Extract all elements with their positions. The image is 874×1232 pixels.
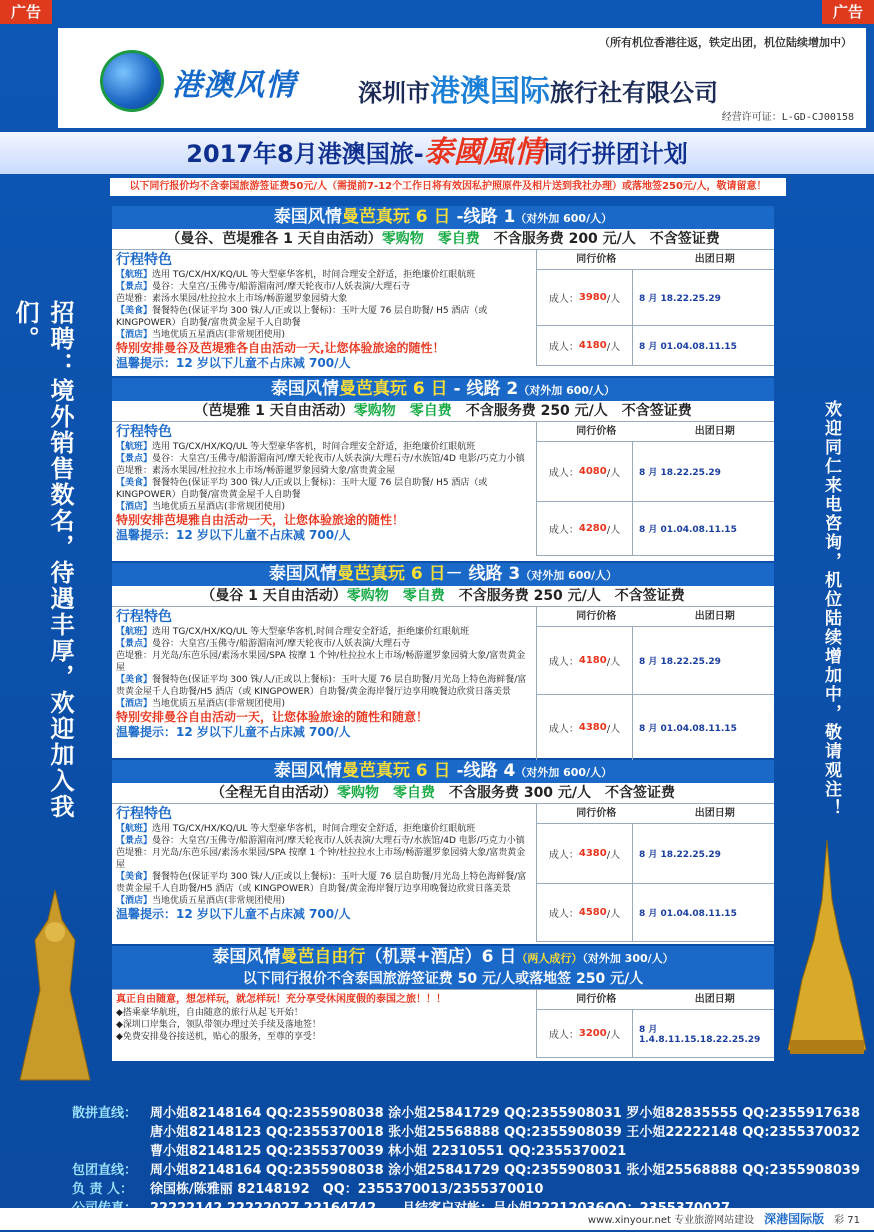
price-label: 成人： bbox=[548, 1030, 579, 1041]
price-unit: /人 bbox=[606, 1030, 621, 1041]
special-note: 特别安排芭堤雅自由活动一天，让您体验旅途的随性！ bbox=[116, 513, 405, 527]
route-h1y: 曼芭真玩 6 日 bbox=[336, 564, 446, 584]
itinerary-label: 【航班】 bbox=[116, 627, 153, 637]
itinerary-label: 【景点】 bbox=[116, 282, 153, 292]
itinerary-line bbox=[116, 674, 532, 698]
price-unit: /人 bbox=[606, 657, 621, 668]
top-notice: （所有机位香港往返，铁定出团，机位陆续增加中） bbox=[599, 36, 852, 49]
ad-label-right: 广告 bbox=[822, 0, 874, 24]
route-no-shopping: 零购物 零自费 bbox=[336, 785, 435, 801]
route-free-days: （曼谷、芭堤雅各 1 天自由活动） bbox=[166, 231, 382, 247]
free-intro: 真正自由随意，想怎样玩，就怎样玩！充分享受休闲度假的泰国之旅！！！ bbox=[116, 994, 446, 1005]
route-number: － 线路 3 bbox=[445, 564, 521, 584]
price-row bbox=[537, 824, 774, 884]
itinerary-label: 【景点】 bbox=[116, 639, 153, 649]
itinerary-line bbox=[116, 329, 532, 341]
route-h1y: 曼芭真玩 6 日 bbox=[338, 379, 448, 399]
departure-dates: 8 月 01.04.08.11.15 bbox=[639, 525, 737, 535]
itinerary-line bbox=[116, 626, 532, 638]
route-subheading bbox=[112, 783, 774, 804]
route-fees: 不含服务费 200 元/人 不含签证费 bbox=[479, 231, 720, 247]
itinerary-line bbox=[116, 698, 532, 710]
price-unit: /人 bbox=[606, 850, 621, 861]
itinerary-text: 芭堤雅：月光岛/东芭乐园/素汤水果园/SPA 按摩 1 个钟/杜拉拉水上市场/畅游暹罗象园骑大象/富贵黄金屋 bbox=[116, 651, 526, 673]
contact-value: 曹小姐82148125 QQ:2355370039 林小姐 22310551 QQ:2355370021 bbox=[150, 1144, 627, 1159]
free-h1: 泰国风情 bbox=[212, 947, 281, 967]
logo-text: 港澳风情 bbox=[172, 68, 296, 103]
price-col-label: 同行价格 bbox=[576, 254, 617, 265]
company-post: 旅行社有限公司 bbox=[550, 79, 718, 107]
price-value: 4180 bbox=[578, 340, 607, 351]
price-table bbox=[536, 250, 774, 366]
price-value: 4180 bbox=[578, 655, 607, 666]
price-cell bbox=[537, 884, 633, 941]
itinerary-line bbox=[116, 477, 532, 501]
route-number: -线路 4 bbox=[450, 761, 516, 781]
departure-dates: 8 月 01.04.08.11.15 bbox=[639, 724, 737, 734]
departure-dates: 8 月 18.22.25.29 bbox=[639, 657, 721, 667]
price-label: 成人： bbox=[548, 294, 579, 305]
itinerary-title: 行程特色 bbox=[116, 252, 172, 268]
price-row bbox=[537, 695, 774, 761]
route-no-shopping: 零购物 零自费 bbox=[353, 403, 452, 419]
contact-value: 周小姐82148164 QQ:2355908038 涂小姐25841729 QQ:2355908031 罗小姐82835555 QQ:2355917638 bbox=[150, 1106, 860, 1121]
itinerary-line bbox=[116, 823, 532, 835]
free-point: ◆免费安排曼谷接送机，贴心的服务，至尊的享受！ bbox=[116, 1032, 321, 1042]
departure-dates: 8 月 1.4.8.11.15.18.22.25.29 bbox=[639, 1025, 761, 1045]
itinerary-text: 选用 TG/CX/HX/KQ/UL 等大型豪华客机,时间合理安全舒适，拒绝廉价红眼航班 bbox=[152, 627, 470, 637]
price-unit: /人 bbox=[606, 909, 621, 920]
price-label: 成人： bbox=[548, 724, 579, 735]
statue-decoration bbox=[0, 880, 110, 1090]
price-value: 4380 bbox=[578, 848, 607, 859]
visa-notice: 以下同行报价均不含泰国旅游签证费50元/人（需提前7-12个工作日将有效因私护照原件及相片送到我社办理）或落地签250元/人，敬请留意！ bbox=[110, 178, 786, 196]
price-value: 4380 bbox=[578, 722, 607, 733]
price-row bbox=[537, 502, 774, 556]
contact-row bbox=[72, 1161, 862, 1180]
itinerary-label: 【景点】 bbox=[116, 836, 153, 846]
route-heading bbox=[112, 563, 774, 586]
footer-site: www.xinyour.net 专业旅游网站建设 bbox=[587, 1215, 755, 1226]
contact-row bbox=[72, 1142, 862, 1161]
child-tip: 温馨提示：12 岁以下儿童不占床减 700/人 bbox=[116, 907, 351, 921]
itinerary-line bbox=[116, 871, 532, 895]
itinerary-text: 餐餐特色(保证平均 300 铢/人/正或以上餐标)：玉叶大厦 76 层自助餐/ H5 酒店（或KINGPOWER）自助餐/富贵黄金屋千人自助餐 bbox=[116, 306, 488, 328]
itinerary-title: 行程特色 bbox=[116, 806, 172, 822]
route-subheading bbox=[112, 229, 774, 250]
route-number: -线路 1 bbox=[450, 207, 516, 227]
free-route-heading bbox=[112, 946, 774, 969]
price-cell bbox=[537, 502, 633, 555]
itinerary-line bbox=[116, 847, 532, 871]
itinerary-line bbox=[116, 269, 532, 281]
itinerary-line bbox=[116, 465, 532, 477]
free-price-table bbox=[536, 990, 774, 1058]
page-number: 彩 71 bbox=[834, 1215, 860, 1226]
price-label: 成人： bbox=[548, 342, 579, 353]
price-value: 3980 bbox=[578, 292, 607, 303]
contact-row bbox=[72, 1123, 862, 1142]
route-heading bbox=[112, 760, 774, 783]
contact-key: 散拼直线： bbox=[72, 1106, 138, 1121]
route-h1y: 曼芭真玩 6 日 bbox=[341, 761, 451, 781]
price-row bbox=[537, 270, 774, 326]
free-point: ◆搭乘豪华航班，自由随意的旅行从起飞开始！ bbox=[116, 1008, 303, 1018]
departure-dates: 8 月 18.22.25.29 bbox=[639, 294, 721, 304]
itinerary-label: 【酒店】 bbox=[116, 330, 153, 340]
price-cell bbox=[537, 824, 633, 883]
route-no-shopping: 零购物 零自费 bbox=[381, 231, 480, 247]
license-number: 经营许可证：L-GD-CJ00158 bbox=[721, 112, 854, 123]
price-unit: /人 bbox=[606, 468, 621, 479]
contact-row bbox=[72, 1180, 862, 1199]
itinerary-label: 【酒店】 bbox=[116, 699, 153, 709]
price-header bbox=[537, 990, 774, 1010]
logo bbox=[100, 50, 350, 110]
price-cell bbox=[537, 695, 633, 760]
contact-value: 周小姐82148164 QQ:2355908038 涂小姐25841729 QQ:2355908031 张小姐25568888 QQ:2355908039 bbox=[150, 1163, 860, 1178]
price-cell bbox=[537, 1010, 633, 1057]
price-cell bbox=[537, 627, 633, 694]
date-col-label: 出团日期 bbox=[694, 994, 735, 1005]
itinerary-line bbox=[116, 453, 532, 465]
itinerary-line bbox=[116, 835, 532, 847]
itinerary-text: 选用 TG/CX/HX/KQ/UL 等大型豪华客机，时间合理安全舒适，拒绝廉价红眼航班 bbox=[152, 270, 476, 280]
route-fees: 不含服务费 250 元/人 不含签证费 bbox=[444, 588, 685, 604]
route-markup: （对外加 600/人） bbox=[515, 766, 613, 779]
itinerary-text: 芭堤雅：素汤水果园/杜拉拉水上市场/畅游暹罗象园骑大象 bbox=[116, 294, 348, 304]
price-cell bbox=[537, 270, 633, 325]
child-tip: 温馨提示：12 岁以下儿童不占床减 700/人 bbox=[116, 725, 351, 739]
price-row bbox=[537, 884, 774, 942]
route-card-2 bbox=[112, 378, 774, 561]
route-heading bbox=[112, 378, 774, 401]
route-h1: 泰国风情 bbox=[270, 379, 339, 399]
date-col-label: 出团日期 bbox=[694, 611, 735, 622]
itinerary-text: 选用 TG/CX/HX/KQ/UL 等大型豪华客机，时间合理安全舒适，拒绝廉价红眼航班 bbox=[152, 442, 476, 452]
route-free-days: （芭堤雅 1 天自由活动） bbox=[194, 403, 354, 419]
itinerary-text: 曼谷：大皇宫/玉佛寺/船游湄南河/摩天轮夜市/人妖表演/大理石寺 bbox=[152, 639, 411, 649]
route-h1: 泰国风情 bbox=[268, 564, 337, 584]
itinerary-line bbox=[116, 281, 532, 293]
free-h1y: 曼芭自由行 bbox=[280, 947, 366, 967]
recruit-text: 招聘：境外销售数名，待遇丰厚，欢迎加入我们。 bbox=[11, 300, 74, 820]
price-col-label: 同行价格 bbox=[576, 808, 617, 819]
free-point: ◆深圳口岸集合，领队带领办理过关手续及落地签！ bbox=[116, 1020, 321, 1030]
itinerary bbox=[116, 609, 532, 739]
itinerary bbox=[116, 252, 532, 370]
price-table bbox=[536, 607, 774, 761]
price-unit: /人 bbox=[606, 724, 621, 735]
globe-icon bbox=[100, 50, 164, 112]
itinerary-text: 餐餐特色(保证平均 300 铢/人/正或以上餐标)：玉叶大厦 76 层自助餐/ H5 酒店（或KINGPOWER）自助餐/富贵黄金屋千人自助餐 bbox=[116, 478, 488, 500]
itinerary-line bbox=[116, 650, 532, 674]
itinerary-label: 【航班】 bbox=[116, 824, 153, 834]
pagoda-decoration bbox=[780, 840, 874, 1060]
route-free-days: （全程无自由活动） bbox=[210, 785, 337, 801]
itinerary-text: 当地优质五星酒店(非常规团使用) bbox=[152, 699, 286, 709]
price-header bbox=[537, 607, 774, 627]
contact-key: 包团直线： bbox=[72, 1163, 138, 1178]
itinerary-title: 行程特色 bbox=[116, 424, 172, 440]
price-label: 成人： bbox=[548, 525, 579, 536]
company-pre: 深圳市 bbox=[358, 79, 430, 107]
free-h1s: （对外加 300/人） bbox=[582, 952, 674, 965]
route-card-1 bbox=[112, 206, 774, 376]
free-h1b: （机票+酒店）6 日 bbox=[365, 947, 517, 967]
route-h1y: 曼芭真玩 6 日 bbox=[341, 207, 451, 227]
route-number: - 线路 2 bbox=[447, 379, 519, 399]
itinerary-text: 芭堤雅：素汤水果园/杜拉拉水上市场/畅游暹罗象园骑大象/富贵黄金屋 bbox=[116, 466, 396, 476]
route-markup: （对外加 600/人） bbox=[515, 212, 613, 225]
ad-label-left: 广告 bbox=[0, 0, 52, 24]
itinerary-label: 【美食】 bbox=[116, 675, 153, 685]
route-card-3 bbox=[112, 563, 774, 758]
route-markup: （对外加 600/人） bbox=[520, 569, 618, 582]
departure-dates: 8 月 01.04.08.11.15 bbox=[639, 342, 737, 352]
price-unit: /人 bbox=[606, 294, 621, 305]
free-h1g: （两人成行） bbox=[516, 952, 583, 965]
price-label: 成人： bbox=[548, 850, 579, 861]
route-subheading bbox=[112, 586, 774, 607]
price-col-label: 同行价格 bbox=[576, 611, 617, 622]
itinerary-text: 选用 TG/CX/HX/KQ/UL 等大型豪华客机，时间合理安全舒适，拒绝廉价红眼航班 bbox=[152, 824, 476, 834]
route-h1: 泰国风情 bbox=[273, 207, 342, 227]
itinerary bbox=[116, 806, 532, 921]
footer-brand: 深港国际版 bbox=[764, 1212, 825, 1226]
date-col-label: 出团日期 bbox=[694, 808, 735, 819]
price-header bbox=[537, 250, 774, 270]
itinerary-label: 【酒店】 bbox=[116, 502, 153, 512]
itinerary-line bbox=[116, 501, 532, 513]
itinerary-line bbox=[116, 293, 532, 305]
welcome-text: 欢迎同仁来电咨询，机位陆续增加中，敬请观注！ bbox=[821, 400, 841, 818]
company-name bbox=[358, 66, 718, 110]
itinerary-text: 曼谷：大皇宫/玉佛寺/船游湄南河/摩天轮夜市/人妖表演/大理石寺/水族馆/4D 电影/巧克力小镇 bbox=[152, 836, 525, 846]
route-subheading bbox=[112, 401, 774, 422]
price-unit: /人 bbox=[606, 525, 621, 536]
price-label: 成人： bbox=[548, 909, 579, 920]
itinerary-text: 曼谷：大皇宫/玉佛寺/船游湄南河/摩天轮夜市/人妖表演/大理石寺 bbox=[152, 282, 411, 292]
itinerary-line bbox=[116, 895, 532, 907]
itinerary-label: 【航班】 bbox=[116, 442, 153, 452]
route-markup: （对外加 600/人） bbox=[518, 384, 616, 397]
special-note: 特别安排曼谷自由活动一天，让您体验旅途的随性和随意！ bbox=[116, 710, 429, 724]
route-fees: 不含服务费 250 元/人 不含签证费 bbox=[451, 403, 692, 419]
price-header bbox=[537, 422, 774, 442]
company-highlight: 港澳国际 bbox=[430, 74, 550, 109]
itinerary-label: 【酒店】 bbox=[116, 896, 153, 906]
contact-row bbox=[72, 1104, 862, 1123]
price-header bbox=[537, 804, 774, 824]
itinerary-line bbox=[116, 305, 532, 329]
price-col-label: 同行价格 bbox=[576, 426, 617, 437]
title-pre: 2017年8月港澳国旅- bbox=[186, 140, 424, 168]
route-h1: 泰国风情 bbox=[273, 761, 342, 781]
price-row bbox=[537, 326, 774, 366]
route-heading bbox=[112, 206, 774, 229]
title-script: 泰國風情 bbox=[423, 135, 544, 170]
itinerary-text: 餐餐特色(保证平均 300 铢/人/正或以上餐标)：玉叶大厦 76 层自助餐/月光岛上特色海鲜餐/富贵黄金屋千人自助餐/H5 酒店（或 KINGPOWER）自助餐/黄金海岸餐厅边享用晚餐边欣赏日落美景 bbox=[116, 675, 527, 697]
price-col-label: 同行价格 bbox=[576, 994, 617, 1005]
date-col-label: 出团日期 bbox=[694, 254, 735, 265]
child-tip: 温馨提示：12 岁以下儿童不占床减 700/人 bbox=[116, 356, 351, 370]
contact-value: 徐国栋/陈雅丽 82148192 QQ：2355370013/2355370010 bbox=[150, 1182, 544, 1197]
special-note: 特别安排曼谷及芭堤雅各自由活动一天,让您体验旅途的随性！ bbox=[116, 341, 445, 355]
route-card-4 bbox=[112, 760, 774, 944]
price-row bbox=[537, 627, 774, 695]
route-free-days: （曼谷 1 天自由活动） bbox=[201, 588, 347, 604]
price-label: 成人： bbox=[548, 657, 579, 668]
itinerary-label: 【航班】 bbox=[116, 270, 153, 280]
header-box bbox=[58, 28, 866, 128]
free-route-intro bbox=[116, 992, 532, 1043]
price-cell bbox=[537, 326, 633, 365]
departure-dates: 8 月 01.04.08.11.15 bbox=[639, 909, 737, 919]
contact-list bbox=[72, 1104, 862, 1218]
price-value: 3200 bbox=[578, 1028, 607, 1039]
itinerary-text: 曼谷：大皇宫/玉佛寺/船游湄南河/摩天轮夜市/人妖表演/大理石寺/水族馆/4D 电影/巧克力小镇 bbox=[152, 454, 525, 464]
price-unit: /人 bbox=[606, 342, 621, 353]
free-route-card bbox=[112, 946, 774, 1061]
price-cell bbox=[537, 442, 633, 501]
route-fees: 不含服务费 300 元/人 不含签证费 bbox=[434, 785, 676, 801]
contact-key: 负 责 人： bbox=[72, 1182, 134, 1197]
footer bbox=[0, 1208, 874, 1230]
departure-dates: 8 月 18.22.25.29 bbox=[639, 468, 721, 478]
itinerary-label: 【美食】 bbox=[116, 306, 153, 316]
itinerary-text: 餐餐特色(保证平均 300 铢/人/正或以上餐标)：玉叶大厦 76 层自助餐/月光岛上特色海鲜餐/富贵黄金屋千人自助餐/H5 酒店（或 KINGPOWER）自助餐/黄金海岸餐厅边享用晚餐边欣赏日落美景 bbox=[116, 872, 527, 894]
itinerary-label: 【美食】 bbox=[116, 478, 153, 488]
price-row bbox=[537, 1010, 774, 1058]
itinerary-text: 芭堤雅：月光岛/东芭乐园/素汤水果园/SPA 按摩 1 个钟/杜拉拉水上市场/畅游暹罗象园骑大象/富贵黄金屋 bbox=[116, 848, 526, 870]
price-value: 4580 bbox=[578, 907, 607, 918]
itinerary-title: 行程特色 bbox=[116, 609, 172, 625]
contact-value: 唐小姐82148123 QQ:2355370018 张小姐25568888 QQ:2355908039 王小姐22222148 QQ:2355370032 bbox=[150, 1125, 860, 1140]
itinerary-text: 当地优质五星酒店(非常规团使用) bbox=[152, 502, 286, 512]
child-tip: 温馨提示：12 岁以下儿童不占床减 700/人 bbox=[116, 528, 351, 542]
price-table bbox=[536, 422, 774, 556]
page-title bbox=[0, 132, 874, 174]
price-value: 4280 bbox=[578, 523, 607, 534]
price-row bbox=[537, 442, 774, 502]
itinerary bbox=[116, 424, 532, 542]
title-post: 同行拼团计划 bbox=[543, 140, 688, 168]
free-route-sub: 以下同行报价不含泰国旅游签证费 50 元/人或落地签 250 元/人 bbox=[112, 969, 774, 990]
price-table bbox=[536, 804, 774, 942]
itinerary-text: 当地优质五星酒店(非常规团使用) bbox=[152, 896, 286, 906]
price-value: 4080 bbox=[578, 466, 607, 477]
departure-dates: 8 月 18.22.25.29 bbox=[639, 850, 721, 860]
itinerary-label: 【美食】 bbox=[116, 872, 153, 882]
price-label: 成人： bbox=[548, 468, 579, 479]
itinerary-line bbox=[116, 441, 532, 453]
itinerary-line bbox=[116, 638, 532, 650]
itinerary-text: 当地优质五星酒店(非常规团使用) bbox=[152, 330, 286, 340]
itinerary-label: 【景点】 bbox=[116, 454, 153, 464]
route-no-shopping: 零购物 零自费 bbox=[346, 588, 445, 604]
date-col-label: 出团日期 bbox=[694, 426, 735, 437]
